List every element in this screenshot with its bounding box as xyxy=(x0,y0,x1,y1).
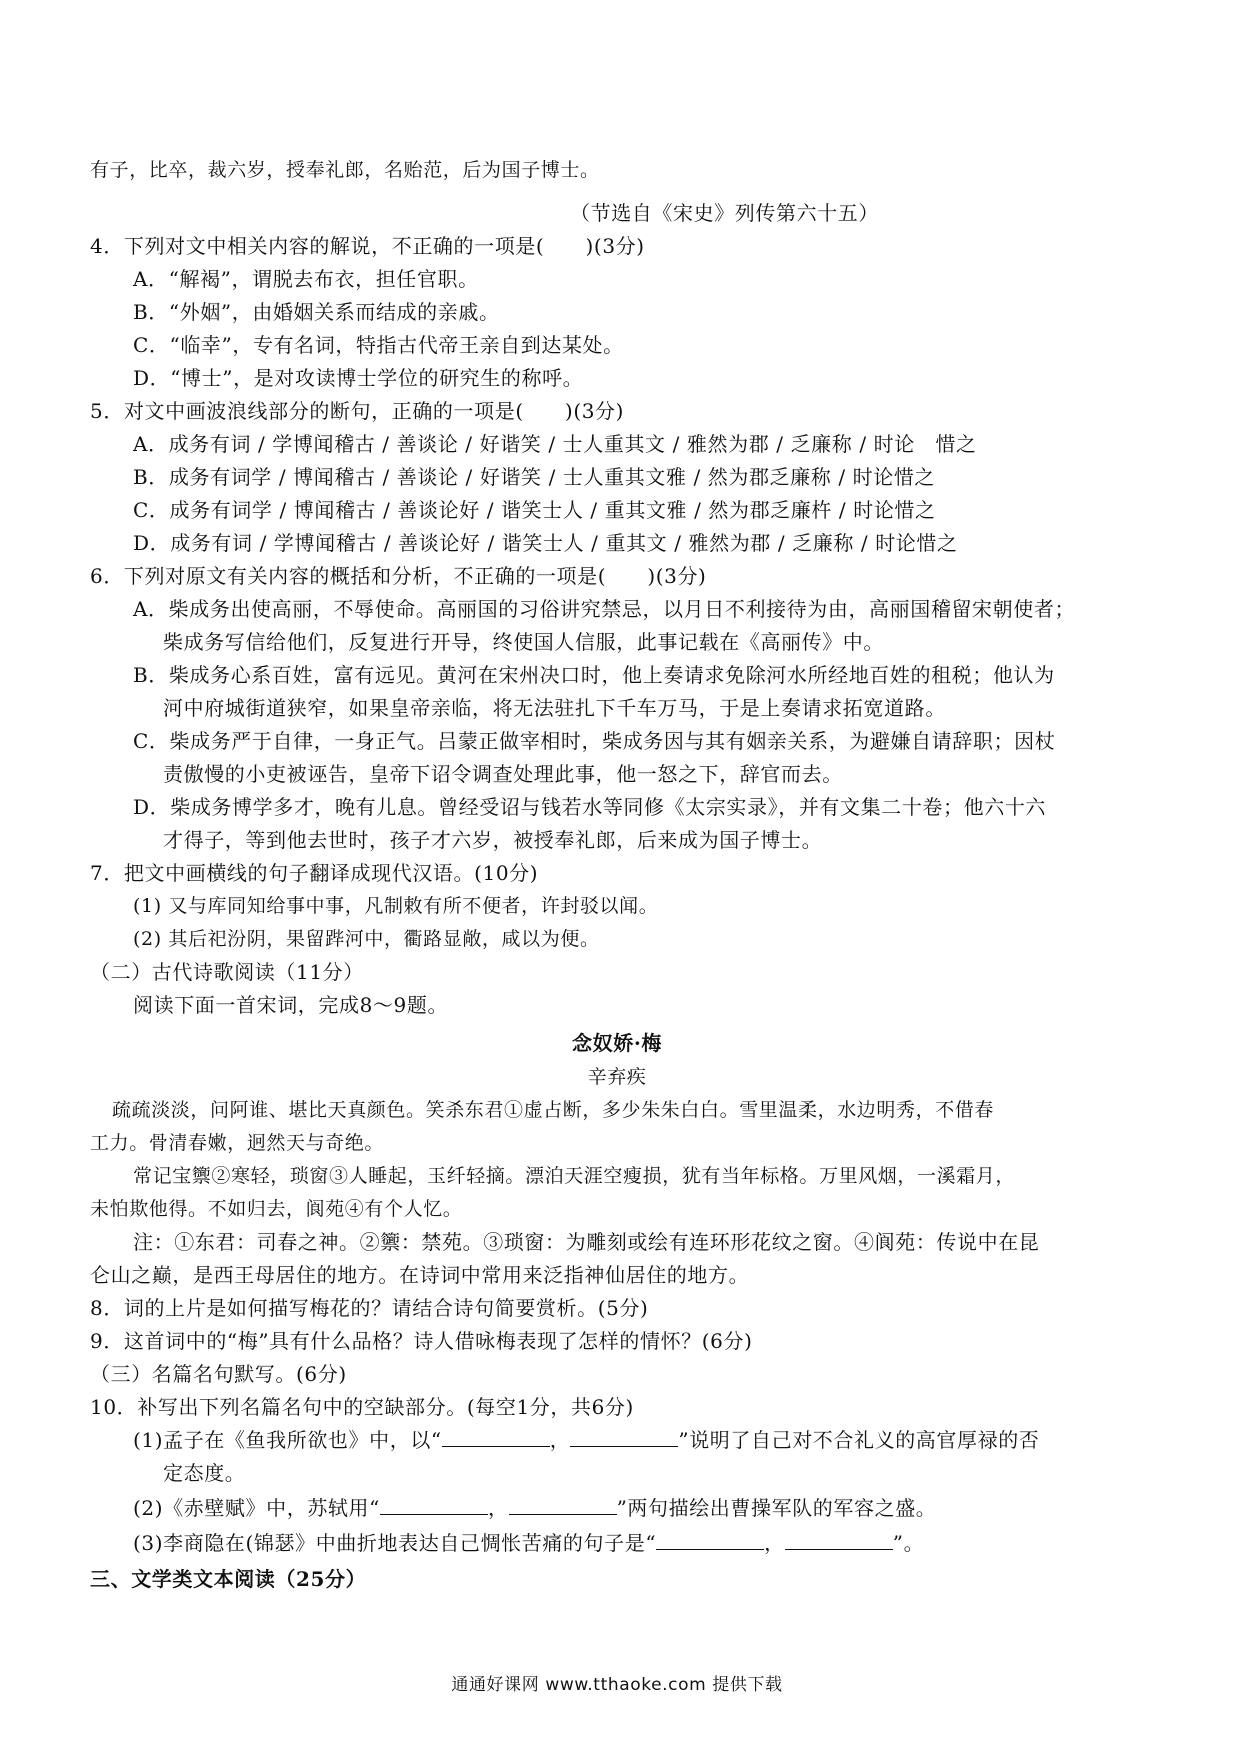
q10-3-prefix: (3)李商隐在(锦瑟》中曲折地表达自己惆怅苦痛的句子是“ xyxy=(133,1531,657,1555)
question-7: 7．把文中画横线的句子翻译成现代汉语。(10分) xyxy=(90,861,539,885)
poem-line-3: 常记宝籞②寒轻，琐窗③人睡起，玉纤轻摘。漂泊天涯空瘦损，犹有当年标格。万里风烟，一溪霜月， xyxy=(133,1165,1016,1187)
q10-1-separator: ， xyxy=(549,1428,571,1452)
poem-notes: 注：①东君：司春之神。②籞：禁苑。③琐窗：为雕刻或绘有连环形花纹之窗。④阆苑：传说中在昆 xyxy=(133,1230,1040,1254)
answer-blank[interactable] xyxy=(442,1428,550,1447)
question-6-option-a: A．柴成务出使高丽，不辱使命。高丽国的习俗讲究禁忌，以月日不利接待为由，高丽国稽留宋朝使者； xyxy=(133,597,1076,621)
poetry-intro: 阅读下面一首宋词，完成8～9题。 xyxy=(133,993,449,1017)
poem-line-4: 未怕欺他得。不如归去，阆苑④有个人忆。 xyxy=(90,1198,463,1220)
poem-line-1: 疏疏淡淡，问阿谁、堪比天真颜色。笑杀东君①虚占断，多少朱朱白白。雪里温柔，水边明秀，不借春 xyxy=(112,1099,995,1121)
question-6-option-c: C．柴成务严于自律，一身正气。吕蒙正做宰相时，柴成务因与其有姻亲关系，为避嫌自请辞职；因杖 xyxy=(133,729,1056,753)
question-5: 5．对文中画波浪线部分的断句，正确的一项是( )(3分) xyxy=(90,399,625,423)
answer-blank[interactable] xyxy=(380,1496,488,1515)
question-10-item-1-cont: 定态度。 xyxy=(163,1461,246,1485)
q10-1-prefix: (1)孟子在《鱼我所欲也》中，以“ xyxy=(133,1428,442,1452)
question-9: 9．这首词中的“梅”具有什么品格？诗人借咏梅表现了怎样的情怀？(6分) xyxy=(90,1329,753,1353)
question-6-option-d-cont: 才得子，等到他去世时，孩子才六岁，被授奉礼郎，后来成为国子博士。 xyxy=(163,828,823,852)
question-4-option-a: A．“解褐”，谓脱去布衣，担任官职。 xyxy=(133,267,479,291)
q10-1-suffix: ”说明了自己对不合礼义的高官厚禄的否 xyxy=(678,1428,1040,1452)
question-5-option-a: A．成务有词 / 学博闻稽古 / 善谈论 / 好谐笑 / 士人重其文 / 雅然为郡 / 乏廉称 / 时论 惜之 xyxy=(133,432,977,456)
question-6: 6．下列对原文有关内容的概括和分析，不正确的一项是( )(3分) xyxy=(90,564,707,588)
section-literary-heading: 三、文学类文本阅读（25分） xyxy=(90,1567,367,1591)
section-poetry-heading: （二）古代诗歌阅读（11分） xyxy=(90,960,364,984)
q10-2-separator: ， xyxy=(487,1496,509,1520)
question-4-option-d: D．“博士”，是对攻读博士学位的研究生的称呼。 xyxy=(133,366,584,390)
question-10: 10．补写出下列名篇名句中的空缺部分。(每空1分，共6分) xyxy=(90,1395,634,1419)
question-6-option-d: D．柴成务博学多才，晚有儿息。曾经受诏与钱若水等同修《太宗实录》，并有文集二十卷；他六十六 xyxy=(133,795,1047,819)
q10-2-prefix: (2)《赤壁赋》中，苏轼用“ xyxy=(133,1496,380,1520)
question-5-option-b: B．成务有词学 / 博闻稽古 / 善谈论 / 好谐笑 / 士人重其文雅 / 然为郡乏廉称 / 时论惜之 xyxy=(133,465,936,489)
answer-blank[interactable] xyxy=(509,1496,617,1515)
question-5-option-c: C．成务有词学 / 博闻稽古 / 善谈论好 / 谐笑士人 / 重其文雅 / 然为郡乏廉杵 / 时论惜之 xyxy=(133,498,936,522)
poem-notes-cont: 仑山之巅，是西王母居住的地方。在诗词中常用来泛指神仙居住的地方。 xyxy=(90,1263,750,1287)
q10-3-suffix: ”。 xyxy=(892,1531,925,1555)
answer-blank[interactable] xyxy=(570,1428,678,1447)
question-7-sentence-2: (2) 其后祀汾阴，果留跸河中，衢路显敞，咸以为便。 xyxy=(133,928,600,950)
question-5-option-d: D．成务有词 / 学博闻稽古 / 善谈论好 / 谐笑士人 / 重其文 / 雅然为郡 / 乏廉称 / 时论惜之 xyxy=(133,531,958,555)
question-10-item-3 xyxy=(133,1530,924,1556)
poem-title: 念奴娇·梅 xyxy=(572,1031,662,1055)
poem-author: 辛弃疾 xyxy=(587,1066,647,1088)
poem-line-2: 工力。骨清春嫩，迥然天与奇绝。 xyxy=(90,1132,385,1154)
q10-3-separator: ， xyxy=(764,1531,785,1555)
question-6-option-a-cont: 柴成务写信给他们，反复进行开导，终使国人信服，此事记载在《高丽传》中。 xyxy=(163,630,884,654)
section-recitation-heading: （三）名篇名句默写。(6分) xyxy=(90,1362,347,1386)
q10-2-suffix: ”两句描绘出曹操军队的军容之盛。 xyxy=(616,1496,937,1520)
question-6-option-b-cont: 河中府城街道狭窄，如果皇帝亲临，将无法驻扎下千车万马，于是上奏请求拓宽道路。 xyxy=(163,696,946,720)
question-6-option-c-cont: 责傲慢的小吏被诬告，皇帝下诏令调查处理此事，他一怒之下，辞官而去。 xyxy=(163,762,843,786)
answer-blank[interactable] xyxy=(656,1531,764,1550)
question-10-item-2 xyxy=(133,1495,936,1521)
passage-text: 有子，比卒，裁六岁，授奉礼郎，名贻范，后为国子博士。 xyxy=(90,159,600,181)
question-4: 4．下列对文中相关内容的解说，不正确的一项是( )(3分) xyxy=(90,234,645,258)
question-6-option-b: B．柴成务心系百姓，富有远见。黄河在宋州决口时，他上奏请求免除河水所经地百姓的租税；他认为 xyxy=(133,663,1055,687)
question-4-option-b: B．“外姻”，由婚姻关系而结成的亲戚。 xyxy=(133,300,500,324)
passage-last-line xyxy=(90,157,600,183)
page-footer: 通通好课网 www.tthaoke.com 提供下载 xyxy=(451,1675,783,1695)
source-citation: （节选自《宋史》列传第六十五） xyxy=(570,201,879,225)
question-8: 8．词的上片是如何描写梅花的？请结合诗句简要赏析。(5分) xyxy=(90,1296,649,1320)
question-10-item-1 xyxy=(133,1427,1039,1453)
question-7-sentence-1: (1) 又与库同知给事中事，凡制敕有所不便者，许封驳以闻。 xyxy=(133,895,659,917)
question-4-option-c: C．“临幸”，专有名词，特指古代帝王亲自到达某处。 xyxy=(133,333,624,357)
answer-blank[interactable] xyxy=(785,1531,893,1550)
